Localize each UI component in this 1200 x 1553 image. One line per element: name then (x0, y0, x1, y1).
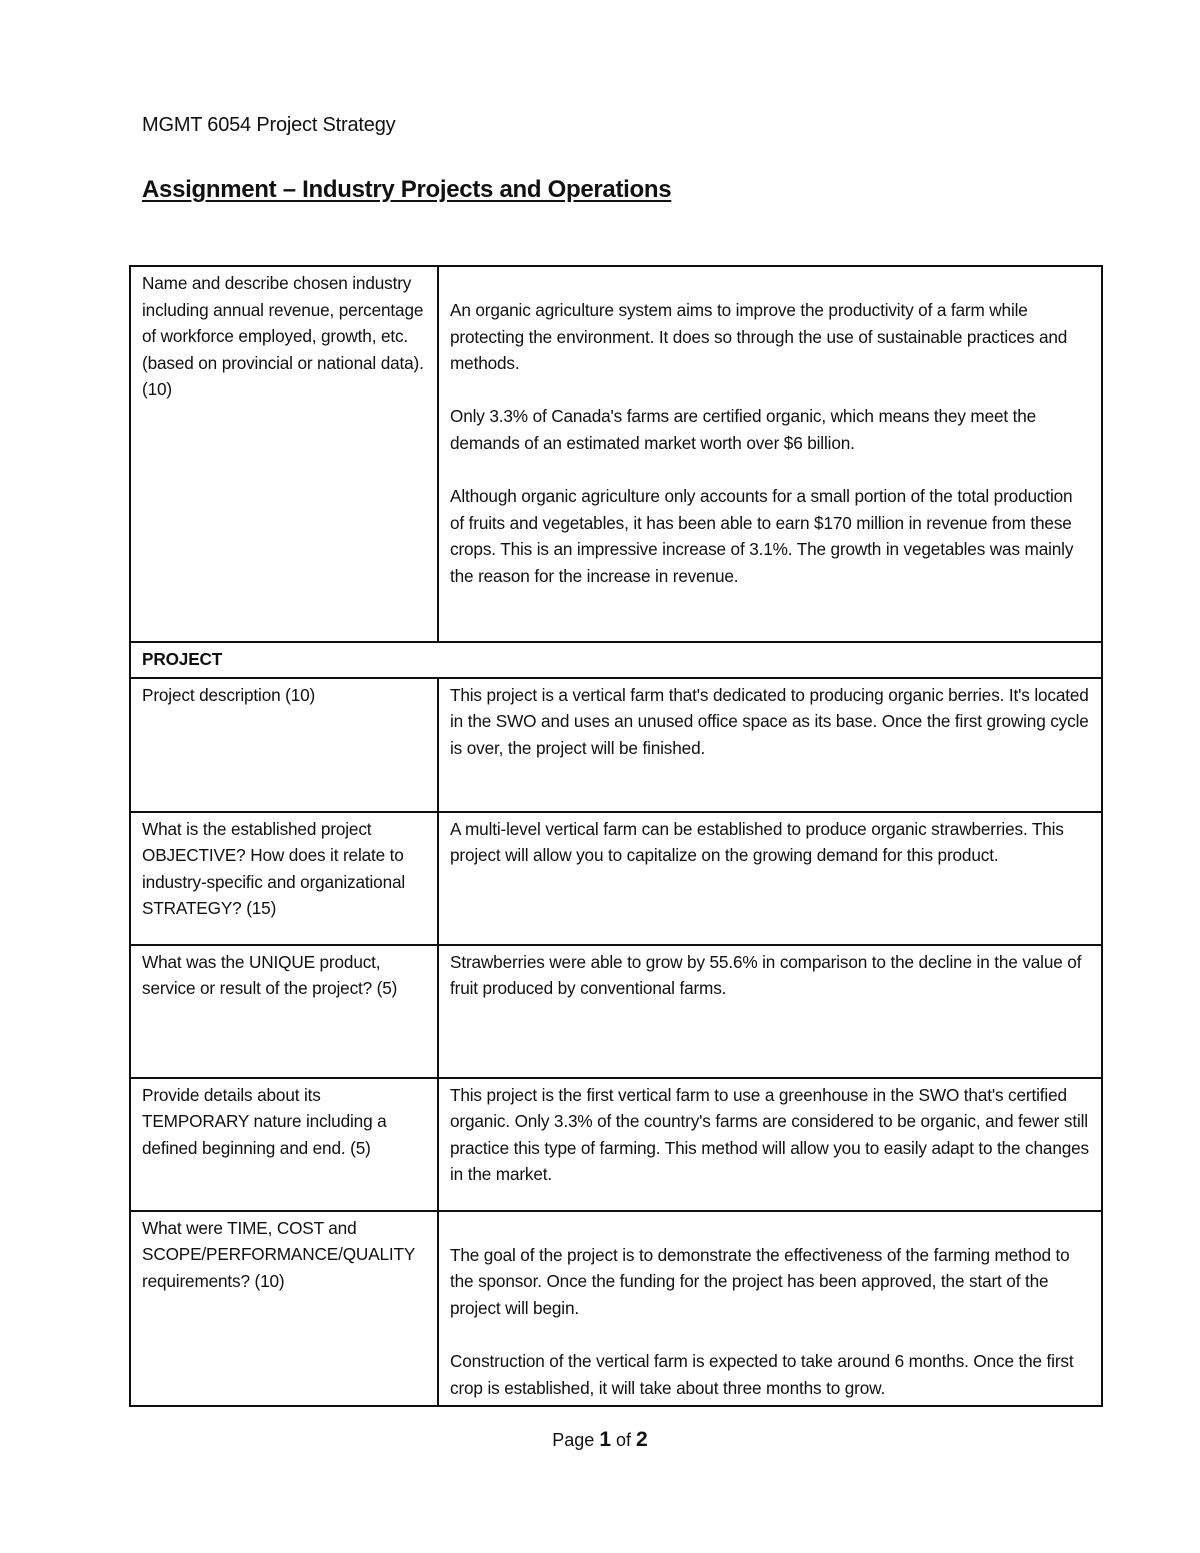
section-header: PROJECT (130, 642, 1102, 678)
page-total: 2 (636, 1428, 648, 1451)
answer-paragraph: This project is the first vertical farm to use a greenhouse in the SWO that's certified organic. Only 3.3% of the country's farms are considered to be organic, and fewer still practice this type of farming. This method will allow you to easily adapt to the changes in the market. (450, 1084, 1089, 1185)
answer-paragraph: Strawberries were able to grow by 55.6% in comparison to the decline in the value of fruit produced by conventional farms. (450, 951, 1082, 999)
table-row (130, 1211, 1102, 1407)
table-row (130, 945, 1102, 1078)
answer-cell (438, 266, 1102, 642)
answer-cell (438, 1211, 1102, 1407)
answer-cell (438, 945, 1102, 1078)
table-row (130, 678, 1102, 812)
answer-paragraph: This project is a vertical farm that's dedicated to producing organic berries. It's located in the SWO and uses an unused office space as its base. Once the first growing cycle is over, the project will be finished. (450, 684, 1089, 758)
assignment-table (129, 265, 1103, 1407)
answer-paragraph: The goal of the project is to demonstrate the effectiveness of the farming method to the sponsor. Once the funding for the project has been approved, the start of the project will begin. (450, 1244, 1070, 1318)
table-row (130, 1078, 1102, 1211)
section-header-row (130, 642, 1102, 678)
question-cell: What is the established project OBJECTIVE? How does it relate to industry-specific and organizational STRATEGY? (15) (130, 812, 438, 945)
course-title: MGMT 6054 Project Strategy (142, 114, 396, 136)
answer-paragraph: Construction of the vertical farm is expected to take around 6 months. Once the first crop is established, it will take about three months to grow. (450, 1350, 1074, 1398)
table-row (130, 266, 1102, 642)
page-label: Page (552, 1430, 595, 1450)
question-cell: Name and describe chosen industry including annual revenue, percentage of workforce employed, growth, etc. (based on provincial or national data). (10) (130, 266, 438, 642)
page-current: 1 (599, 1428, 611, 1451)
answer-paragraph: A multi-level vertical farm can be established to produce organic strawberries. This project will allow you to capitalize on the growing demand for this product. (450, 818, 1064, 866)
question-cell: Project description (10) (130, 678, 438, 812)
table-row (130, 812, 1102, 945)
answer-cell (438, 678, 1102, 812)
question-cell: Provide details about its TEMPORARY nature including a defined beginning and end. (5) (130, 1078, 438, 1211)
answer-cell (438, 812, 1102, 945)
question-cell: What was the UNIQUE product, service or result of the project? (5) (130, 945, 438, 1078)
assignment-title: Assignment – Industry Projects and Operations (142, 176, 672, 203)
answer-paragraph: Only 3.3% of Canada's farms are certified organic, which means they meet the demands of an estimated market worth over $6 billion. (450, 406, 1037, 453)
of-label: of (616, 1430, 632, 1450)
page-number (0, 1428, 1200, 1452)
answer-cell (438, 1078, 1102, 1211)
question-cell: What were TIME, COST and SCOPE/PERFORMANCE/QUALITY requirements? (10) (130, 1211, 438, 1407)
answer-paragraph: Although organic agriculture only accounts for a small portion of the total production of fruits and vegetables, it has been able to earn $170 million in revenue from these crops. This is an impressive increase of 3.1%. The growth in vegetables was mainly the reason for the increase in revenue. (450, 486, 1074, 586)
answer-paragraph: An organic agriculture system aims to improve the productivity of a farm while protecting the environment. It does so through the use of sustainable practices and methods. (450, 300, 1068, 374)
